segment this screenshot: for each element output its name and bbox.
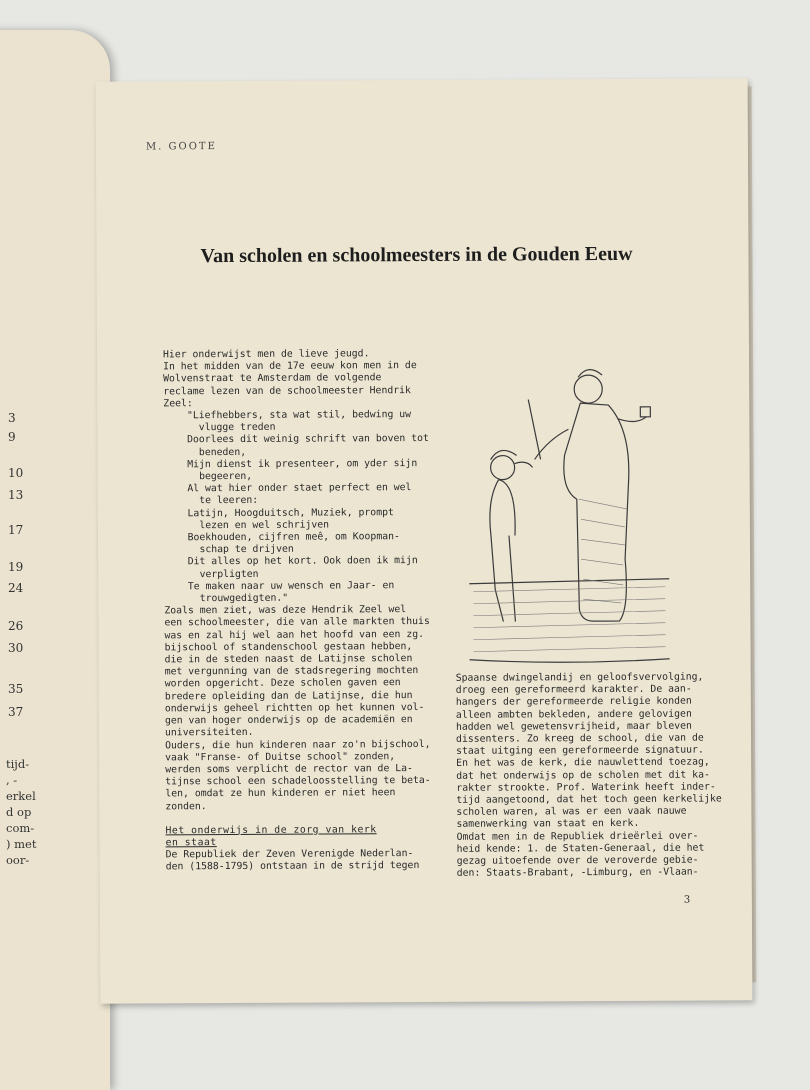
text-line: vaak "Franse- of Duitse school" zonden, (165, 750, 396, 764)
text-line: lezen en wel schrijven (163, 519, 330, 532)
page-ref-number: 17 (8, 523, 24, 537)
left-page (0, 30, 110, 1090)
page-ref-number: 9 (8, 430, 16, 444)
schoolmaster-illustration (467, 359, 671, 676)
text-line: dissenters. Zo kreeg de school, die van de (456, 732, 704, 745)
text-line: tijd aangetoond, dat het toch geen kerkelijke (456, 793, 722, 806)
text-line: hadden wel gewetensvrijheid, maar bleven (455, 720, 692, 733)
text-line: In het midden van de 17e eeuw kon men in de (163, 360, 417, 373)
text-line: Ouders, die hun kinderen naar zo'n bijschool, (165, 738, 431, 751)
text-line: hangers der gereformeerde religie konden (455, 696, 692, 709)
text-line: verpligten (164, 568, 259, 581)
text-fragment: , - (6, 773, 18, 787)
text-line: gezag uitoefende over de veroverde gebie- (456, 854, 699, 867)
text-line: samenwerking van staat en kerk. (456, 818, 640, 831)
text-line: De Republiek der Zeven Verenigde Nederlan- (165, 848, 414, 861)
text-line: Zeel: (163, 398, 193, 410)
page-ref-number: 30 (8, 641, 24, 655)
text-line: "Liefhebbers, sta wat stil, bedwing uw (163, 409, 412, 422)
text-fragment: oor- (6, 853, 30, 867)
text-line: vlugge treden (163, 421, 276, 434)
text-line: rakter strookte. Prof. Waterink heeft inder- (456, 781, 716, 794)
page-number: 3 (683, 894, 691, 906)
text-line: een schoolmeester, die van alle markten thuis (164, 616, 430, 629)
text-line: En het was de kerk, die nauwlettend toezag, (456, 756, 710, 770)
text-line: universiteiten. (164, 727, 254, 739)
text-fragment: com- (6, 821, 35, 835)
booklet-page (96, 78, 753, 1003)
text-line: was en zal hij wel aan het hoofd van een zg. (164, 628, 425, 642)
text-fragment: ) met (6, 837, 37, 851)
text-fragment: tijd- (6, 757, 30, 771)
column-right (456, 671, 723, 880)
text-fragment: d op (6, 805, 32, 819)
page-ref-number: 13 (8, 488, 24, 502)
text-line: trouwgedigten." (164, 592, 289, 605)
page-ref-number: 24 (8, 581, 24, 595)
text-line: droeg een gereformeerd karakter. De aan- (455, 683, 692, 697)
text-line: zonden. (165, 800, 207, 812)
text-line: Doorlees dit weinig schrift van boven tot (163, 433, 429, 446)
text-line: Boekhouden, cijfren meê, om Koopman- (163, 531, 400, 544)
text-line: met vergunning van de stadsregering mochten (164, 665, 419, 678)
text-line: Mijn dienst ik presenteer, om yder sijn (163, 457, 418, 471)
text-line: die in de steden naast de Latijnse scholen (164, 653, 413, 666)
text-line: onderwijs geheel richtten op het kunnen vol- (164, 701, 425, 715)
text-line: bredere opleiding dan de Latijnse, die hun (164, 689, 413, 703)
text-line: alleen ambten bekleden, andere gelovigen (455, 708, 692, 721)
text-line: reclame lezen van de schoolmeester Hendrik (163, 384, 411, 397)
text-line: begeeren, (163, 470, 253, 483)
text-line: beneden, (163, 446, 247, 458)
text-line: schap te drijven (164, 543, 294, 556)
text-line: len, omdat ze hun kinderen er niet heen (165, 787, 396, 800)
text-line: den (1588-1795) ontstaan in de strijd tegen (165, 860, 420, 873)
section-heading: en staat (165, 837, 217, 849)
section-heading: Het onderwijs in de zorg van kerk (165, 823, 377, 837)
text-fragment: erkel (6, 789, 36, 803)
text-line: Al wat hier onder staet perfect en wel (163, 482, 412, 495)
text-line: bijschool of standenschool gestaan hebben, (164, 640, 413, 654)
page-ref-number: 3 (8, 411, 16, 425)
author-name: M. GOOTE (145, 141, 217, 153)
text-line: Zoals men ziet, was deze Hendrik Zeel wel (164, 604, 407, 617)
text-line: Wolvenstraat te Amsterdam de volgende (163, 372, 382, 385)
text-line: Te maken naar uw wensch en Jaar- en (164, 580, 395, 593)
text-line: Hier onderwijst men de lieve jeugd. (162, 348, 370, 361)
text-line: te leeren: (163, 495, 259, 507)
text-line: gen van hoger onderwijs op de academiën en (164, 714, 413, 727)
text-line: heid kende: 1. de Staten-Generaal, die het (456, 842, 705, 855)
page-ref-number: 37 (8, 705, 24, 719)
text-line: dat het onderwijs op de scholen met dit ka- (456, 769, 710, 782)
page-ref-number: 35 (8, 682, 24, 696)
page-ref-number: 19 (8, 560, 24, 574)
text-line: Spaanse dwingelandij en geloofsvervolging, (455, 671, 704, 684)
article-title: Van scholen en schoolmeesters in de Gouden Eeuw (200, 242, 633, 268)
page-ref-number: 26 (8, 619, 24, 633)
text-line: worden opgericht. Deze scholen gaven een (164, 677, 401, 690)
text-line: werden soms verplicht de rector van de La- (165, 762, 413, 776)
text-line: scholen waren, al was er een vaak nauwe (456, 805, 687, 819)
text-line: staat uitging een gereformeerde signatuur. (456, 744, 704, 758)
column-left (163, 348, 431, 874)
text-line: tijnse school een schadeloosstelling te beta- (165, 775, 431, 788)
text-line: Omdat men in de Republiek drieërlei over- (456, 830, 699, 843)
text-line: Dit alles op het kort. Ook doen ik mijn (164, 555, 418, 568)
text-line: Latijn, Hoogduitsch, Muziek, prompt (163, 506, 394, 520)
text-line: den: Staats-Brabant, -Limburg, en -Vlaan- (456, 866, 699, 880)
page-ref-number: 10 (8, 466, 24, 480)
